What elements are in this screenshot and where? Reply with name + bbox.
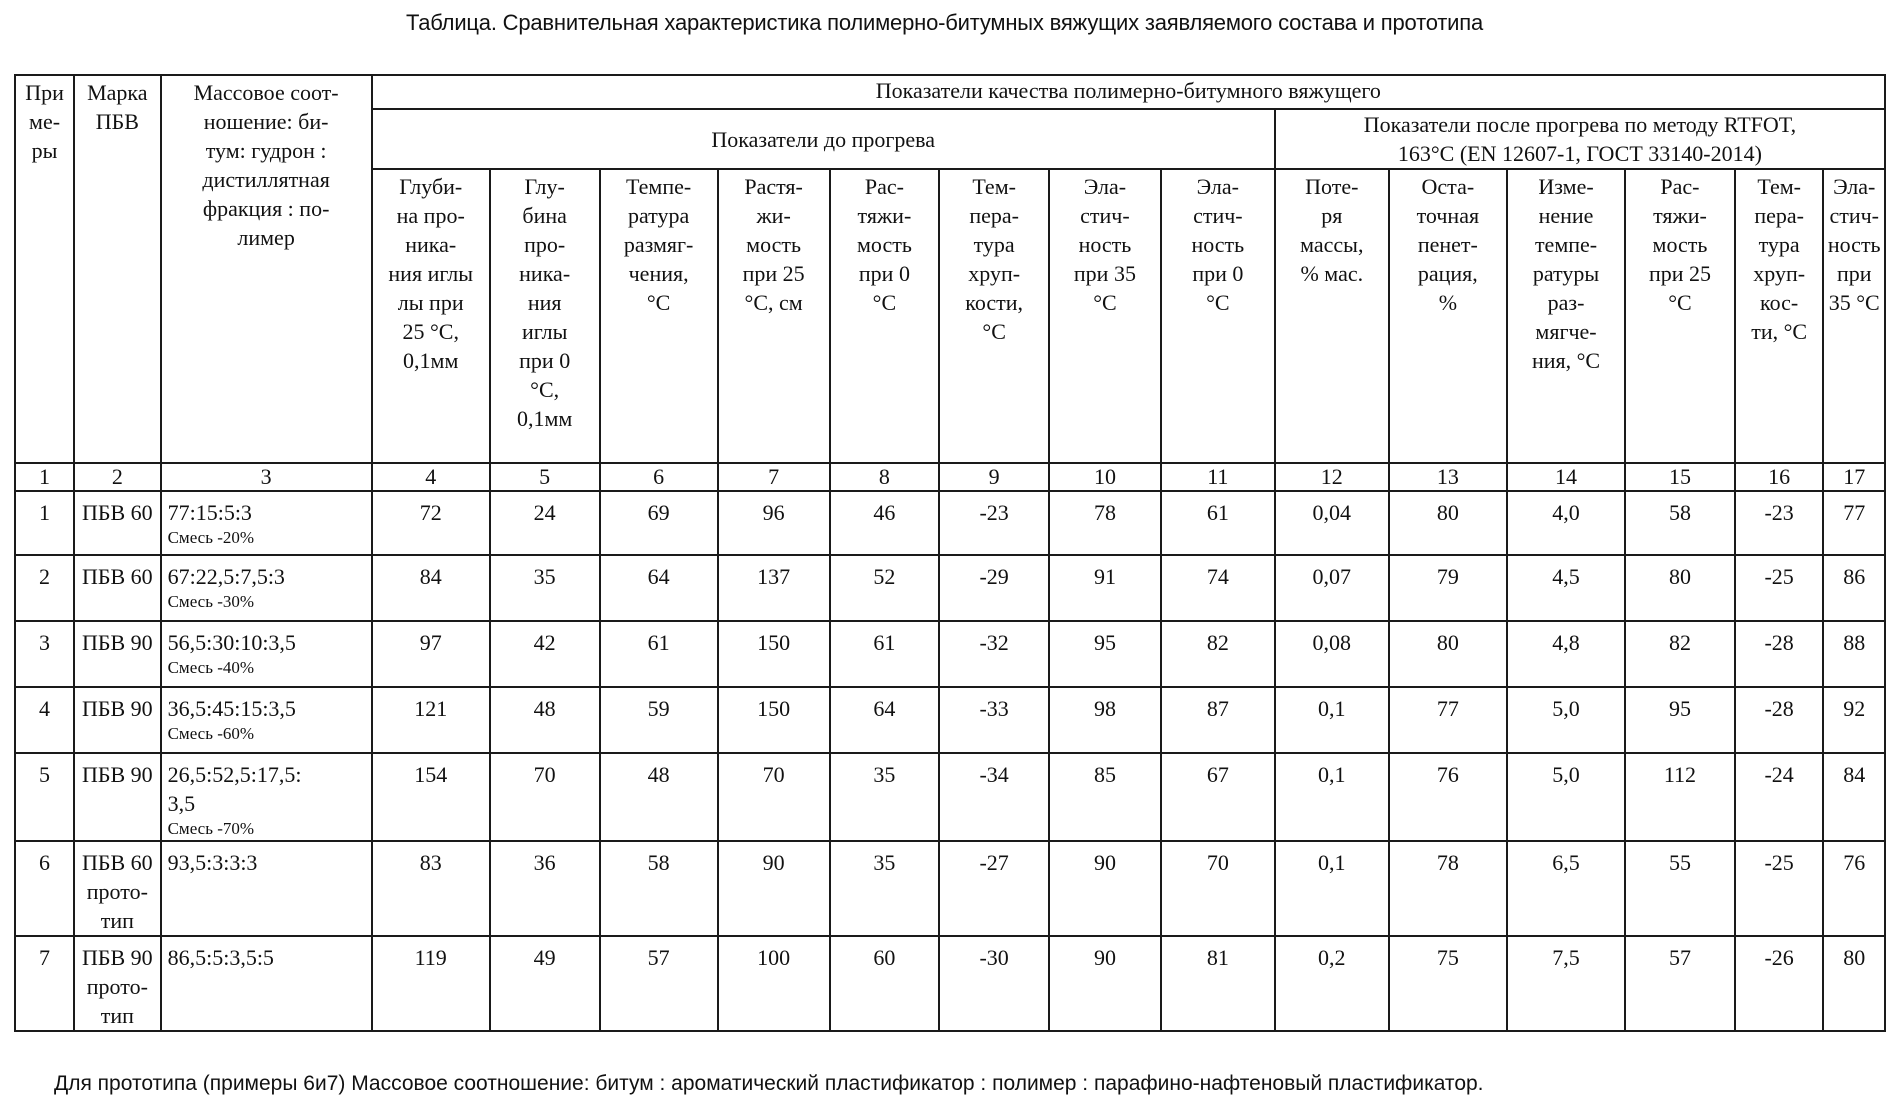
value-cell: 58 (600, 841, 718, 936)
value-cell: 0,08 (1275, 621, 1389, 687)
mix-percent: Смесь -40% (167, 658, 255, 677)
mix-percent: Смесь -70% (167, 819, 255, 838)
column-number: 9 (939, 463, 1049, 491)
value-cell: 74 (1161, 555, 1275, 621)
value-cell: 72 (372, 491, 490, 555)
value-cell: 69 (600, 491, 718, 555)
ratio-value: 93,5:3:3:3 (167, 850, 258, 875)
value-cell: 35 (490, 555, 600, 621)
value-cell: 0,1 (1275, 687, 1389, 753)
value-cell: 58 (1625, 491, 1735, 555)
table-row (15, 491, 1885, 555)
value-cell: -33 (939, 687, 1049, 753)
value-cell: 24 (490, 491, 600, 555)
value-cell: 154 (372, 753, 490, 841)
value-cell: 61 (600, 621, 718, 687)
value-cell: 70 (1161, 841, 1275, 936)
value-cell: 90 (1049, 936, 1161, 1031)
table-row (15, 936, 1885, 1031)
value-cell: -28 (1735, 687, 1824, 753)
value-cell: 95 (1049, 621, 1161, 687)
header-ratio: Массовое соот- ношение: би- тум: гудрон : дистиллятная фракция : по- лимер (161, 75, 372, 463)
value-cell: 0,1 (1275, 753, 1389, 841)
ratio-cell (161, 841, 372, 936)
header-before-heating: Показатели до прогрева (372, 109, 1275, 169)
value-cell: 0,04 (1275, 491, 1389, 555)
value-cell: 80 (1389, 491, 1507, 555)
value-cell: 150 (718, 687, 830, 753)
value-cell: 6,5 (1507, 841, 1625, 936)
value-cell: 52 (830, 555, 940, 621)
ratio-value: 86,5:5:3,5:5 (167, 945, 274, 970)
value-cell: 55 (1625, 841, 1735, 936)
column-header-12: Поте- ря массы, % мас. (1275, 169, 1389, 463)
value-cell: 61 (1161, 491, 1275, 555)
column-header-7: Растя- жи- мость при 25 °C, см (718, 169, 830, 463)
brand-cell: ПБВ 90 прото- тип (74, 936, 161, 1031)
value-cell: 81 (1161, 936, 1275, 1031)
example-number: 1 (15, 491, 74, 555)
value-cell: 90 (718, 841, 830, 936)
column-header-11: Эла- стич- ность при 0 °C (1161, 169, 1275, 463)
value-cell: -27 (939, 841, 1049, 936)
table-row (15, 753, 1885, 841)
value-cell: 0,07 (1275, 555, 1389, 621)
ratio-value: 26,5:52,5:17,5: 3,5 (167, 762, 302, 816)
column-number: 11 (1161, 463, 1275, 491)
value-cell: 96 (718, 491, 830, 555)
value-cell: 119 (372, 936, 490, 1031)
ratio-cell (161, 753, 372, 841)
value-cell: 57 (1625, 936, 1735, 1031)
value-cell: 77 (1823, 491, 1885, 555)
value-cell: 75 (1389, 936, 1507, 1031)
value-cell: 77 (1389, 687, 1507, 753)
example-number: 3 (15, 621, 74, 687)
value-cell: 80 (1389, 621, 1507, 687)
column-number: 7 (718, 463, 830, 491)
column-header-6: Темпе- ратура размяг- чения, °C (600, 169, 718, 463)
ratio-cell (161, 621, 372, 687)
ratio-cell (161, 491, 372, 555)
example-number: 7 (15, 936, 74, 1031)
column-number: 16 (1735, 463, 1824, 491)
value-cell: 112 (1625, 753, 1735, 841)
value-cell: -23 (1735, 491, 1824, 555)
ratio-value: 36,5:45:15:3,5 (167, 696, 296, 721)
value-cell: 92 (1823, 687, 1885, 753)
mix-percent: Смесь -60% (167, 724, 255, 743)
column-number: 10 (1049, 463, 1161, 491)
value-cell: 83 (372, 841, 490, 936)
value-cell: 64 (830, 687, 940, 753)
table-row (15, 621, 1885, 687)
column-number: 17 (1823, 463, 1885, 491)
value-cell: 76 (1823, 841, 1885, 936)
column-header-14: Изме- нение темпе- ратуры раз- мягче- ния, °C (1507, 169, 1625, 463)
value-cell: 86 (1823, 555, 1885, 621)
column-number: 6 (600, 463, 718, 491)
column-header-10: Эла- стич- ность при 35 °C (1049, 169, 1161, 463)
value-cell: 59 (600, 687, 718, 753)
value-cell: 98 (1049, 687, 1161, 753)
value-cell: 35 (830, 841, 940, 936)
value-cell: 78 (1049, 491, 1161, 555)
value-cell: 4,8 (1507, 621, 1625, 687)
value-cell: 57 (600, 936, 718, 1031)
header-row-1 (15, 75, 1885, 109)
value-cell: 7,5 (1507, 936, 1625, 1031)
column-header-16: Тем- пера- тура хруп- кос- ти, °C (1735, 169, 1824, 463)
table-row (15, 555, 1885, 621)
value-cell: 64 (600, 555, 718, 621)
example-number: 4 (15, 687, 74, 753)
column-header-13: Оста- точная пенет- рация, % (1389, 169, 1507, 463)
ratio-cell (161, 936, 372, 1031)
column-header-8: Рас- тяжи- мость при 0 °C (830, 169, 940, 463)
value-cell: 49 (490, 936, 600, 1031)
value-cell: 0,2 (1275, 936, 1389, 1031)
table-row (15, 687, 1885, 753)
value-cell: 79 (1389, 555, 1507, 621)
value-cell: 85 (1049, 753, 1161, 841)
value-cell: 84 (1823, 753, 1885, 841)
column-header-9: Тем- пера- тура хруп- кости, °C (939, 169, 1049, 463)
value-cell: 0,1 (1275, 841, 1389, 936)
value-cell: 4,5 (1507, 555, 1625, 621)
column-number: 4 (372, 463, 490, 491)
column-header-5: Глу- бина про- ника- ния иглы при 0 °C, 0,1мм (490, 169, 600, 463)
column-number: 1 (15, 463, 74, 491)
value-cell: 78 (1389, 841, 1507, 936)
value-cell: 121 (372, 687, 490, 753)
value-cell: 5,0 (1507, 687, 1625, 753)
value-cell: 137 (718, 555, 830, 621)
value-cell: 82 (1161, 621, 1275, 687)
value-cell: -29 (939, 555, 1049, 621)
column-number: 5 (490, 463, 600, 491)
value-cell: 97 (372, 621, 490, 687)
column-header-17: Эла- стич- ность при 35 °C (1823, 169, 1885, 463)
table-row (15, 841, 1885, 936)
brand-cell: ПБВ 60 (74, 491, 161, 555)
ratio-value: 77:15:5:3 (167, 500, 252, 525)
column-number-row (15, 463, 1885, 491)
brand-cell: ПБВ 60 прото- тип (74, 841, 161, 936)
brand-cell: ПБВ 60 (74, 555, 161, 621)
header-after-heating: Показатели после прогрева по методу RTFOT, 163°C (EN 12607-1, ГОСТ 33140-2014) (1275, 109, 1885, 169)
example-number: 2 (15, 555, 74, 621)
value-cell: 46 (830, 491, 940, 555)
value-cell: 95 (1625, 687, 1735, 753)
footnote: Для прототипа (примеры 6и7) Массовое соотношение: битум : ароматический пластификатор : полимер : парафино-нафтеновый пластификатор. (54, 1072, 1484, 1095)
value-cell: -30 (939, 936, 1049, 1031)
value-cell: 82 (1625, 621, 1735, 687)
value-cell: 67 (1161, 753, 1275, 841)
column-header-4: Глуби- на про- ника- ния иглы лы при 25 °C, 0,1мм (372, 169, 490, 463)
value-cell: -28 (1735, 621, 1824, 687)
example-number: 5 (15, 753, 74, 841)
header-brand: Марка ПБВ (74, 75, 161, 463)
column-number: 2 (74, 463, 161, 491)
value-cell: 61 (830, 621, 940, 687)
brand-cell: ПБВ 90 (74, 753, 161, 841)
ratio-value: 56,5:30:10:3,5 (167, 630, 296, 655)
value-cell: 35 (830, 753, 940, 841)
value-cell: 90 (1049, 841, 1161, 936)
value-cell: 76 (1389, 753, 1507, 841)
table-caption: Таблица. Сравнительная характеристика полимерно-битумных вяжущих заявляемого состава и прототипа (405, 10, 1484, 35)
brand-cell: ПБВ 90 (74, 687, 161, 753)
value-cell: 80 (1625, 555, 1735, 621)
value-cell: 70 (490, 753, 600, 841)
value-cell: 84 (372, 555, 490, 621)
ratio-cell (161, 555, 372, 621)
column-header-15: Рас- тяжи- мость при 25 °C (1625, 169, 1735, 463)
value-cell: 36 (490, 841, 600, 936)
header-quality-group: Показатели качества полимерно-битумного вяжущего (372, 75, 1885, 109)
value-cell: 150 (718, 621, 830, 687)
comparison-table (14, 74, 1886, 1032)
column-number: 13 (1389, 463, 1507, 491)
header-example: При ме- ры (15, 75, 74, 463)
value-cell: 100 (718, 936, 830, 1031)
column-number: 12 (1275, 463, 1389, 491)
example-number: 6 (15, 841, 74, 936)
value-cell: -24 (1735, 753, 1824, 841)
value-cell: 48 (600, 753, 718, 841)
mix-percent: Смесь -20% (167, 528, 255, 547)
value-cell: -34 (939, 753, 1049, 841)
value-cell: 48 (490, 687, 600, 753)
value-cell: -25 (1735, 555, 1824, 621)
value-cell: 80 (1823, 936, 1885, 1031)
ratio-value: 67:22,5:7,5:3 (167, 564, 285, 589)
column-number: 15 (1625, 463, 1735, 491)
ratio-cell (161, 687, 372, 753)
value-cell: 88 (1823, 621, 1885, 687)
value-cell: 60 (830, 936, 940, 1031)
value-cell: 5,0 (1507, 753, 1625, 841)
column-number: 14 (1507, 463, 1625, 491)
mix-percent: Смесь -30% (167, 592, 255, 611)
value-cell: 4,0 (1507, 491, 1625, 555)
brand-cell: ПБВ 90 (74, 621, 161, 687)
value-cell: 42 (490, 621, 600, 687)
value-cell: -25 (1735, 841, 1824, 936)
value-cell: 87 (1161, 687, 1275, 753)
value-cell: -23 (939, 491, 1049, 555)
value-cell: -32 (939, 621, 1049, 687)
column-number: 3 (161, 463, 372, 491)
value-cell: 70 (718, 753, 830, 841)
value-cell: -26 (1735, 936, 1824, 1031)
value-cell: 91 (1049, 555, 1161, 621)
column-number: 8 (830, 463, 940, 491)
